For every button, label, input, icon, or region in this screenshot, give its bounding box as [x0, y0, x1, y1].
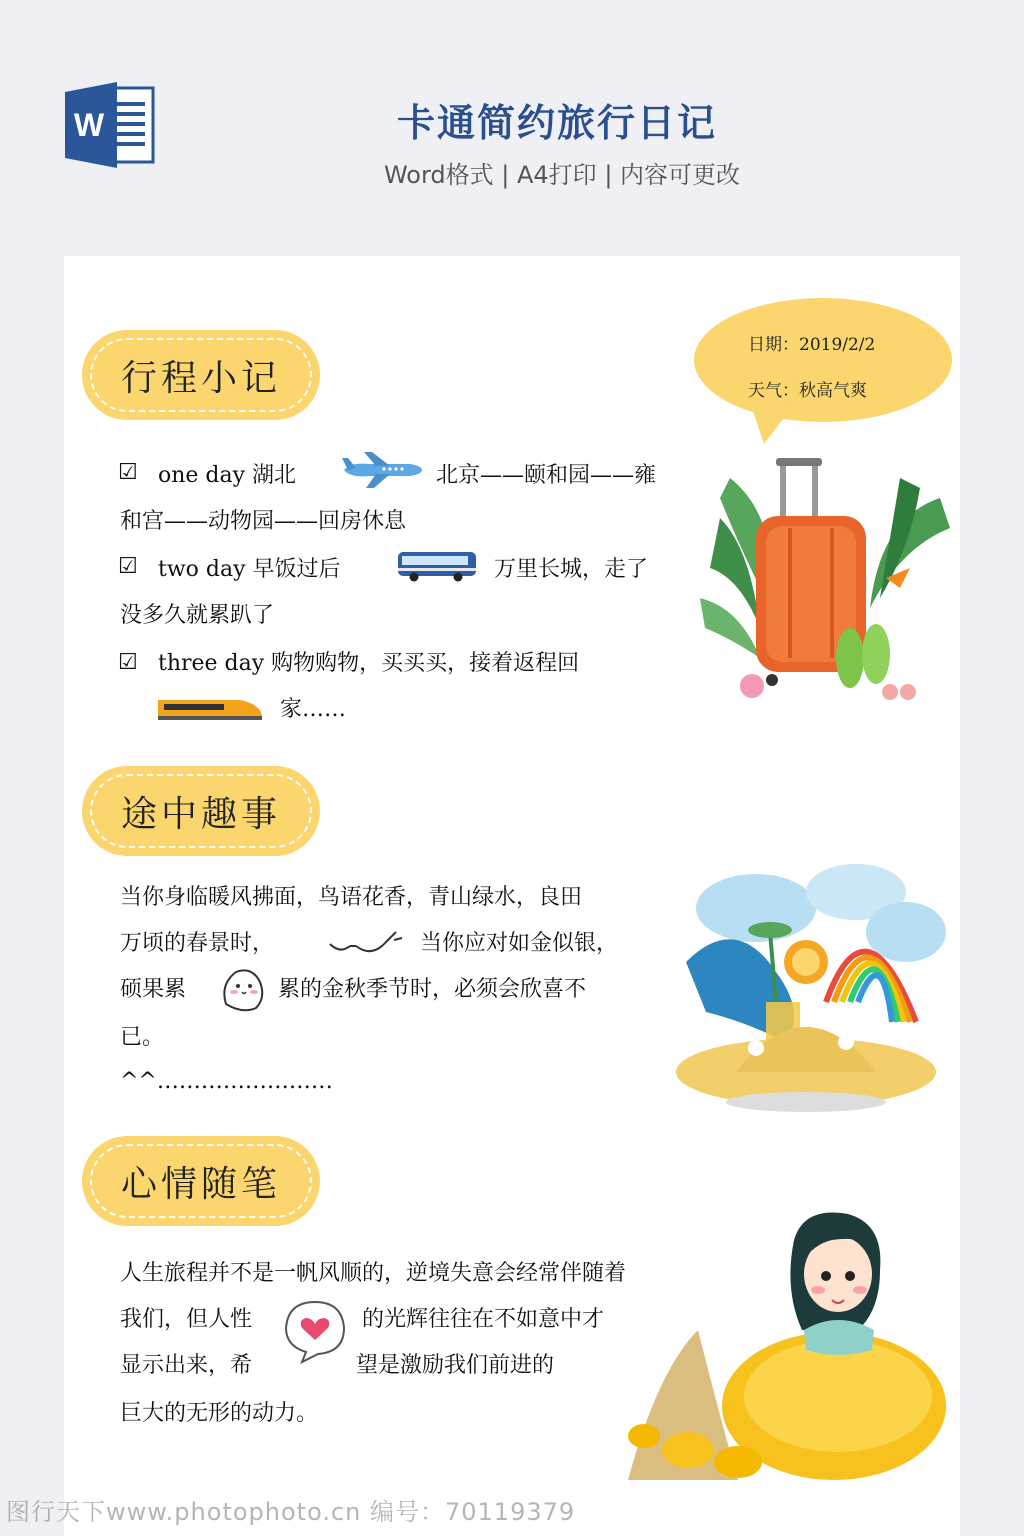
section-title: 心情随笔	[120, 1163, 281, 1205]
checkbox-icon: ☑	[118, 460, 138, 485]
mood-line: 显示出来，希	[120, 1353, 253, 1378]
itinerary-line: one day 湖北	[158, 463, 297, 488]
mood-line: 我们，但人性	[120, 1307, 253, 1332]
train-icon	[156, 694, 264, 724]
checkbox-icon: ☑	[118, 650, 138, 675]
itinerary-line: 家……	[280, 697, 347, 722]
suitcase-illustration	[700, 458, 954, 708]
section-tag-itinerary	[82, 330, 320, 420]
section-title: 途中趣事	[120, 793, 281, 835]
date-text: 日期：2019/2/2	[748, 335, 876, 355]
itinerary-line: 没多久就累趴了	[120, 603, 275, 628]
svg-text:W: W	[73, 107, 105, 143]
weather-text: 天气：秋高气爽	[748, 381, 867, 401]
mood-line: 的光辉往往在不如意中才	[362, 1307, 605, 1332]
girl-lemon-illustration	[618, 1210, 948, 1482]
anecdote-line: 万顷的春景时，	[120, 931, 275, 956]
airplane-icon	[340, 452, 424, 488]
anecdote-line: ^^……………………	[120, 1069, 333, 1094]
itinerary-line: 万里长城，走了	[494, 557, 649, 582]
anecdote-line: 累的金秋季节时，必须会欣喜不	[278, 977, 587, 1002]
anecdote-line: 已。	[120, 1025, 165, 1050]
beach-hat-illustration	[666, 852, 952, 1118]
page-subtitle: Word格式 | A4打印 | 内容可更改	[383, 161, 741, 189]
info-bubble	[694, 298, 952, 422]
itinerary-line: 北京——颐和园——雍	[436, 463, 657, 488]
itinerary-line: three day 购物购物，买买买，接着返程回	[158, 651, 580, 676]
anecdote-line: 硕果累	[120, 977, 187, 1002]
checkbox-icon: ☑	[118, 554, 138, 579]
mood-line: 巨大的无形的动力。	[120, 1401, 319, 1426]
page-title: 卡通简约旅行日记	[396, 101, 717, 145]
bus-icon	[396, 550, 478, 582]
itinerary-line: two day 早饭过后	[158, 557, 341, 582]
mood-line: 望是激励我们前进的	[356, 1353, 555, 1378]
bubble-tail	[750, 402, 796, 444]
glasses-doodle	[326, 924, 406, 964]
anecdote-line: 当你身临暖风拂面，鸟语花香，青山绿水，良田	[120, 885, 583, 910]
section-title: 行程小记	[120, 357, 281, 399]
itinerary-line: 和宫——动物园——回房休息	[120, 509, 407, 534]
heart-bubble-doodle	[280, 1296, 350, 1366]
section-tag-mood	[82, 1136, 320, 1226]
chick-doodle	[216, 964, 270, 1016]
anecdote-line: 当你应对如金似银，	[420, 931, 619, 956]
section-tag-anecdotes	[82, 766, 320, 856]
mood-line: 人生旅程并不是一帆风顺的，逆境失意会经常伴随着	[120, 1261, 627, 1286]
watermark: 图行天下www.photophoto.cn 编号：70119379	[6, 1498, 576, 1526]
